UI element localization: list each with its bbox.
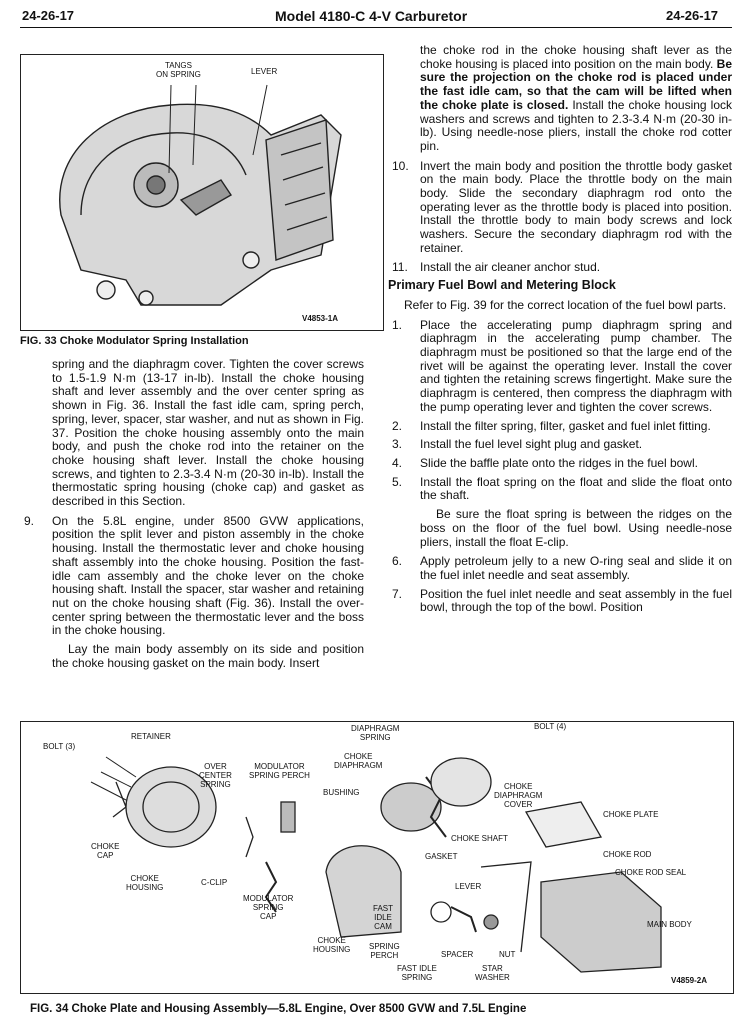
label-bolt-3: BOLT (3) bbox=[43, 742, 76, 751]
label-c-clip: C-CLIP bbox=[201, 878, 228, 887]
list-item bbox=[388, 420, 732, 434]
item-number: 2. bbox=[392, 418, 403, 433]
item-number: 11. bbox=[392, 259, 408, 274]
item-text: Slide the baffle plate onto the ridges in the fuel bowl. bbox=[420, 455, 698, 470]
page-number-left: 24-26-17 bbox=[22, 8, 75, 23]
figure-34-caption: FIG. 34 Choke Plate and Housing Assembly—5.8L Engine, Over 8500 GVW and 7.5L Engine bbox=[30, 1003, 527, 1015]
label-fast-idle-spring: FAST IDLE SPRING bbox=[397, 964, 437, 982]
paragraph bbox=[388, 44, 732, 154]
label-lever: LEVER bbox=[455, 882, 482, 891]
list-item bbox=[388, 438, 732, 452]
label-gasket: GASKET bbox=[425, 852, 458, 861]
left-column bbox=[20, 358, 364, 676]
header-rule bbox=[20, 27, 732, 28]
right-column bbox=[388, 44, 732, 620]
list-item bbox=[388, 457, 732, 471]
item-number: 6. bbox=[392, 554, 403, 569]
label-choke-cap: CHOKE CAP bbox=[91, 842, 120, 860]
figure-code: V4859-2A bbox=[671, 976, 708, 985]
list-item bbox=[388, 588, 732, 615]
label-lever: LEVER bbox=[251, 67, 278, 76]
item-text: Apply petroleum jelly to a new O-ring seal and slide it on the fuel inlet needle and seat assembly. bbox=[420, 554, 732, 582]
list-item bbox=[388, 160, 732, 256]
label-choke-diaphragm: CHOKE DIAPHRAGM bbox=[334, 752, 383, 770]
label-tangs-on-spring: TANGS ON SPRING bbox=[156, 61, 201, 79]
list-item bbox=[388, 555, 732, 582]
item-number: 3. bbox=[392, 437, 403, 452]
label-choke-rod: CHOKE ROD bbox=[603, 850, 652, 859]
label-fast-idle-cam: FAST IDLE CAM bbox=[373, 904, 394, 931]
list-item bbox=[20, 515, 364, 638]
text: Install the choke housing lock washers and screws and tighten to 2.3-3.4 N·m (20-30 in-lb). Using needle-nose pliers, install the choke rod cotter pin. bbox=[420, 97, 732, 153]
item-text: Install the float spring on the float and slide the float onto the shaft. bbox=[420, 474, 732, 503]
item-number: 7. bbox=[392, 586, 403, 601]
item-text: Install the filter spring, filter, gasket and fuel inlet fitting. bbox=[420, 418, 711, 433]
list-item bbox=[388, 319, 732, 415]
item-text: Install the air cleaner anchor stud. bbox=[420, 259, 601, 274]
item-number: 5. bbox=[392, 474, 403, 489]
label-spring-perch: SPRING PERCH bbox=[369, 942, 400, 960]
bold-text: Be sure the projection on the choke rod is placed under the fast idle cam, so that the cam will be lifted when the choke plate is closed. bbox=[420, 56, 732, 112]
label-bolt-4: BOLT (4) bbox=[534, 722, 567, 731]
figure-code: V4853-1A bbox=[302, 314, 339, 323]
item-text: Place the accelerating pump diaphragm spring and diaphragm in the accelerating pump chamber. The diaphragm must be positioned so that the large end of the rivet will be against the operating lever. Install the cover and tighten the retaining screws fingertight. Make sure the diaphragm is centered, then compress the diaphragm with the pump operating lever and tighten the cover screws. bbox=[420, 317, 732, 414]
figure-33 bbox=[20, 54, 384, 331]
item-text: Invert the main body and position the throttle body gasket on the main body. Place the throttle body on the main body. Slide the secondary diaphragm rod onto the operating lever as the throttle body is placed into position. Install the throttle body to main body screws and lock washers. Secure the secondary diaphragm rod with the retainer. bbox=[420, 158, 732, 255]
list-item bbox=[388, 476, 732, 503]
label-modulator-spring-cap: MODULATOR SPRING CAP bbox=[243, 894, 294, 921]
label-retainer: RETAINER bbox=[131, 732, 171, 741]
item-number: 1. bbox=[392, 317, 403, 332]
label-nut: NUT bbox=[499, 950, 516, 959]
label-choke-shaft: CHOKE SHAFT bbox=[451, 834, 508, 843]
choke-modulator-drawing bbox=[21, 55, 383, 330]
label-choke-plate: CHOKE PLATE bbox=[603, 810, 659, 819]
label-main-body: MAIN BODY bbox=[647, 920, 692, 929]
figure-33-caption: FIG. 33 Choke Modulator Spring Installation bbox=[20, 335, 249, 347]
subheading: Primary Fuel Bowl and Metering Block bbox=[388, 278, 616, 293]
paragraph: Be sure the float spring is between the ridges on the boss on the floor of the fuel bowl. Using needle-nose pliers, install the float E-clip. bbox=[420, 507, 732, 549]
text: the choke rod in the choke housing shaft lever as the choke housing is placed into position on the main body. bbox=[420, 43, 732, 71]
label-choke-housing: CHOKE HOUSING bbox=[126, 874, 164, 892]
item-number: 4. bbox=[392, 455, 403, 470]
item-number: 10. bbox=[392, 158, 409, 173]
label-star-washer: STAR WASHER bbox=[475, 964, 510, 982]
label-over-center-spring: OVER CENTER SPRING bbox=[199, 762, 232, 789]
label-choke-diaphragm-cover: CHOKE DIAPHRAGM COVER bbox=[494, 782, 543, 809]
item-text: Position the fuel inlet needle and seat assembly in the fuel bowl, through the top of the bowl. Position bbox=[420, 586, 732, 615]
item-text: Install the fuel level sight plug and gasket. bbox=[420, 437, 643, 452]
label-bushing: BUSHING bbox=[323, 788, 360, 797]
paragraph: Lay the main body assembly on its side and position the choke housing gasket on the main body. Insert bbox=[52, 642, 364, 670]
figure-34 bbox=[20, 721, 734, 994]
list-item bbox=[388, 261, 732, 275]
label-choke-housing-2: CHOKE HOUSING bbox=[313, 936, 351, 954]
paragraph: spring and the diaphragm cover. Tighten the cover screws to 1.5-1.9 N·m (13-17 in-lb). Install the choke housing shaft and lever assembly and the over center spring as shown in Fig. 36. Install the fast idle cam, spring perch, spring, lever, spacer, star washer, and nut as shown in Fig. 37. Position the choke housing assembly onto the main body, and push the choke rod into the retainer on the choke housing shaft lever. Install the choke housing screws, and tighten to 2.3-3.4 N·m (20-30 in-lb). Install the thermostatic spring housing (choke cap) and gasket as described in this Section. bbox=[52, 357, 364, 509]
item-number: 9. bbox=[24, 513, 35, 528]
item-text: On the 5.8L engine, under 8500 GVW applications, position the split lever and piston assembly in the choke housing. Install the thermostatic lever and choke housing shaft assembly into the choke housing. Position the fast-idle cam assembly and the choke lever on the choke housing shaft. Install the spacer, star washer and retaining nut on the choke housing shaft (Fig. 36). Install the over-center spring between the thermostatic lever and the boss in the choke housing. bbox=[52, 513, 364, 638]
paragraph: Refer to Fig. 39 for the correct location of the fuel bowl parts. bbox=[404, 297, 727, 312]
label-spacer: SPACER bbox=[441, 950, 474, 959]
page-title: Model 4180-C 4-V Carburetor bbox=[275, 8, 468, 24]
label-choke-rod-seal: CHOKE ROD SEAL bbox=[615, 868, 687, 877]
page-number-right: 24-26-17 bbox=[666, 8, 719, 23]
label-diaphragm-spring: DIAPHRAGM SPRING bbox=[351, 724, 400, 742]
label-modulator-spring-perch: MODULATOR SPRING PERCH bbox=[249, 762, 310, 780]
